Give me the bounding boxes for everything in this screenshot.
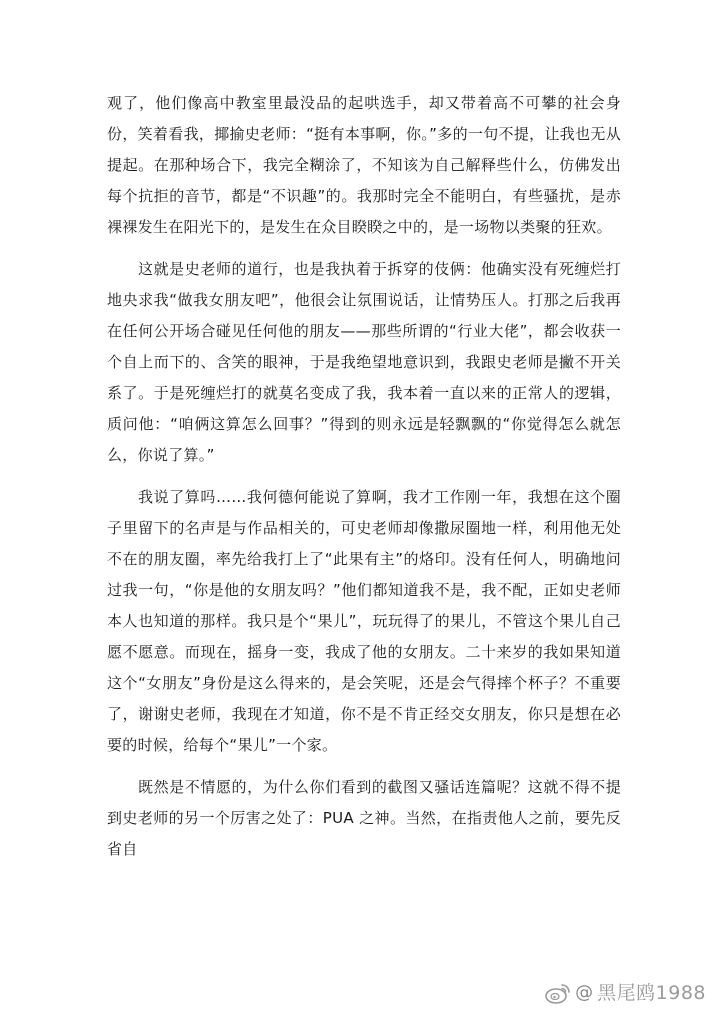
paragraph-1: 观了，他们像高中教室里最没品的起哄选手，却又带着高不可攀的社会身份，笑着看我，揶揄史老师：“挺有本事啊，你。”多的一句不提，让我也无从提起。在那种场合下，我完全糊涂了，不知该为自己解释些什么，仿佛发出每个抗拒的音节，都是“不识趣”的。我那时完全不能明白，有些骚扰，是赤裸裸发生在阳光下的，是发生在众目睽睽之中的，是一场物以类聚的狂欢。	[107, 94, 621, 236]
weibo-watermark	[545, 982, 706, 1004]
weibo-logo-icon	[545, 982, 571, 1004]
paragraph-2: 这就是史老师的道行，也是我执着于拆穿的伎俩：他确实没有死缠烂打地央求我“做我女朋友吧”，他很会让氛围说话，让情势压人。打那之后我再在任何公开场合碰见任何他的朋友——那些所谓的“行业大佬”，都会收获一个自上而下的、含笑的眼神，于是我绝望地意识到，我跟史老师是撇不开关系了。于是死缠烂打的就莫名变成了我，我本着一直以来的正常人的逻辑，质问他：“咱俩这算怎么回事？”得到的则永远是轻飘飘的“你觉得怎么就怎么，你说了算。”	[107, 260, 621, 464]
watermark-at-sign: @	[575, 982, 594, 1003]
watermark-handle: 黑尾鸥1988	[597, 982, 706, 1004]
paragraph-3: 我说了算吗……我何德何能说了算啊，我才工作刚一年，我想在这个圈子里留下的名声是与作品相关的，可史老师却像撒尿圈地一样，利用他无处不在的朋友圈，率先给我打上了“此果有主”的烙印。没有任何人，明确地问过我一句，“你是他的女朋友吗？”他们都知道我不是，我不配，正如史老师本人也知道的那样。我只是个“果儿”，玩玩得了的果儿，不管这个果儿自己愿不愿意。而现在，摇身一变，我成了他的女朋友。二十来岁的我如果知道这个“女朋友”身份是这么得来的，是会笑呢，还是会气得摔个杯子？不重要了，谢谢史老师，我现在才知道，你不是不肯正经交女朋友，你只是想在必要的时候，给每个“果儿”一个家。	[107, 488, 621, 754]
article-body	[107, 88, 621, 865]
paragraph-4: 既然是不情愿的，为什么你们看到的截图又骚话连篇呢？这就不得不提到史老师的另一个厉害之处了：PUA 之神。当然，在指责他人之前，要先反省自	[107, 778, 621, 858]
